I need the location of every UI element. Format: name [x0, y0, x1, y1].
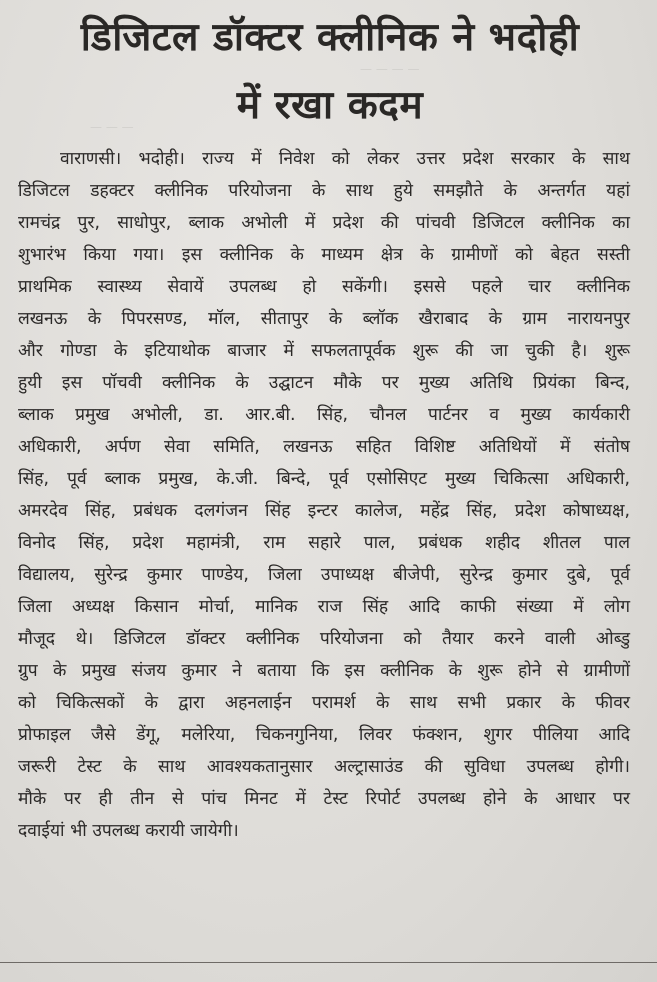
article-line: दवाईयां भी उपलब्ध करायी जायेगी।	[18, 821, 239, 841]
headline-line-2: में रखा कदम	[236, 83, 424, 128]
article-line: अमरदेव सिंह, प्रबंधक दलगंजन सिंह इन्टर कालेज, महेंद्र सिंह, प्रदेश कोषाध्यक्ष,	[18, 501, 630, 521]
article-line: लखनऊ के पिपरसण्ड, मॉल, सीतापुर के ब्लॉक खैराबाद के ग्राम नारायनपुर	[18, 309, 630, 329]
article-line: मौके पर ही तीन से पांच मिनट में टेस्ट रिपोर्ट उपलब्ध होने के आधार पर	[18, 789, 630, 809]
article-line: शुभारंभ किया गया। इस क्लीनिक के माध्यम क्षेत्र के ग्रामीणों को बेहत सस्ती	[18, 245, 630, 265]
article-line: रामचंद्र पुर, साधोपुर, ब्लाक अभोली में प्रदेश की पांचवी डिजिटल क्लीनिक का	[18, 213, 630, 233]
article-line: ग्रुप के प्रमुख संजय कुमार ने बताया कि इस क्लीनिक के शुरू होने से ग्रामीणों	[18, 661, 630, 681]
article-line: डिजिटल डहक्टर क्लीनिक परियोजना के साथ हुये समझौते के अन्तर्गत यहां	[18, 181, 630, 201]
article-line: अधिकारी, अर्पण सेवा समिति, लखनऊ सहित विशिष्ट अतिथियों में संतोष	[18, 437, 630, 457]
bottom-column-rule	[0, 962, 657, 963]
article-line: ब्लाक प्रमुख अभोली, डा. आर.बी. सिंह, चौनल पार्टनर व मुख्य कार्यकारी	[18, 405, 630, 425]
article-line: विद्यालय, सुरेन्द्र कुमार पाण्डेय, जिला उपाध्यक्ष बीजेपी, सुरेन्द्र कुमार दुबे, पूर्व	[18, 565, 630, 585]
article-line: प्राथमिक स्वास्थ्य सेवायें उपलब्ध हो सकेंगी। इससे पहले चार क्लीनिक	[18, 277, 630, 297]
article-line: जिला अध्यक्ष किसान मोर्चा, मानिक राज सिंह आदि काफी संख्या में लोग	[18, 597, 630, 617]
article-line: सिंह, पूर्व ब्लाक प्रमुख, के.जी. बिन्दे, पूर्व एसोसिएट मुख्य चिकित्सा अधिकारी,	[18, 469, 630, 489]
article-line: हुयी इस पॉचवी क्लीनिक के उद्घाटन मौके पर मुख्य अतिथि प्रियंका बिन्द,	[18, 373, 630, 393]
article-line: और गोण्डा के इटियाथोक बाजार में सफलतापूर्वक शुरू की जा चुकी है। शुरू	[18, 341, 630, 361]
article-line: विनोद सिंह, प्रदेश महामंत्री, राम सहारे पाल, प्रबंधक शहीद शीतल पाल	[18, 533, 630, 553]
bleed-through-texture: — — — —	[360, 62, 420, 76]
article-line: वाराणसी। भदोही। राज्य में निवेश को लेकर उत्तर प्रदेश सरकार के साथ	[60, 149, 630, 169]
article-line: को चिकित्सकों के द्वारा अहनलाईन परामर्श के साथ सभी प्रकार के फीवर	[18, 693, 630, 713]
headline-line-1: डिजिटल डॉक्टर क्लीनिक ने भदोही	[80, 15, 580, 60]
article-line: प्रोफाइल जैसे डेंगू, मलेरिया, चिकनगुनिया, लिवर फंक्शन, शुगर पीलिया आदि	[18, 725, 630, 745]
article-line: मौजूद थे। डिजिटल डॉक्टर क्लीनिक परियोजना को तैयार करने वाली ओब्डु	[18, 629, 630, 649]
article-line: जरूरी टेस्ट के साथ आवश्यकतानुसार अल्ट्रासाउंड की सुविधा उपलब्ध होगी।	[18, 757, 630, 777]
bleed-through-texture: — — —	[90, 120, 134, 134]
